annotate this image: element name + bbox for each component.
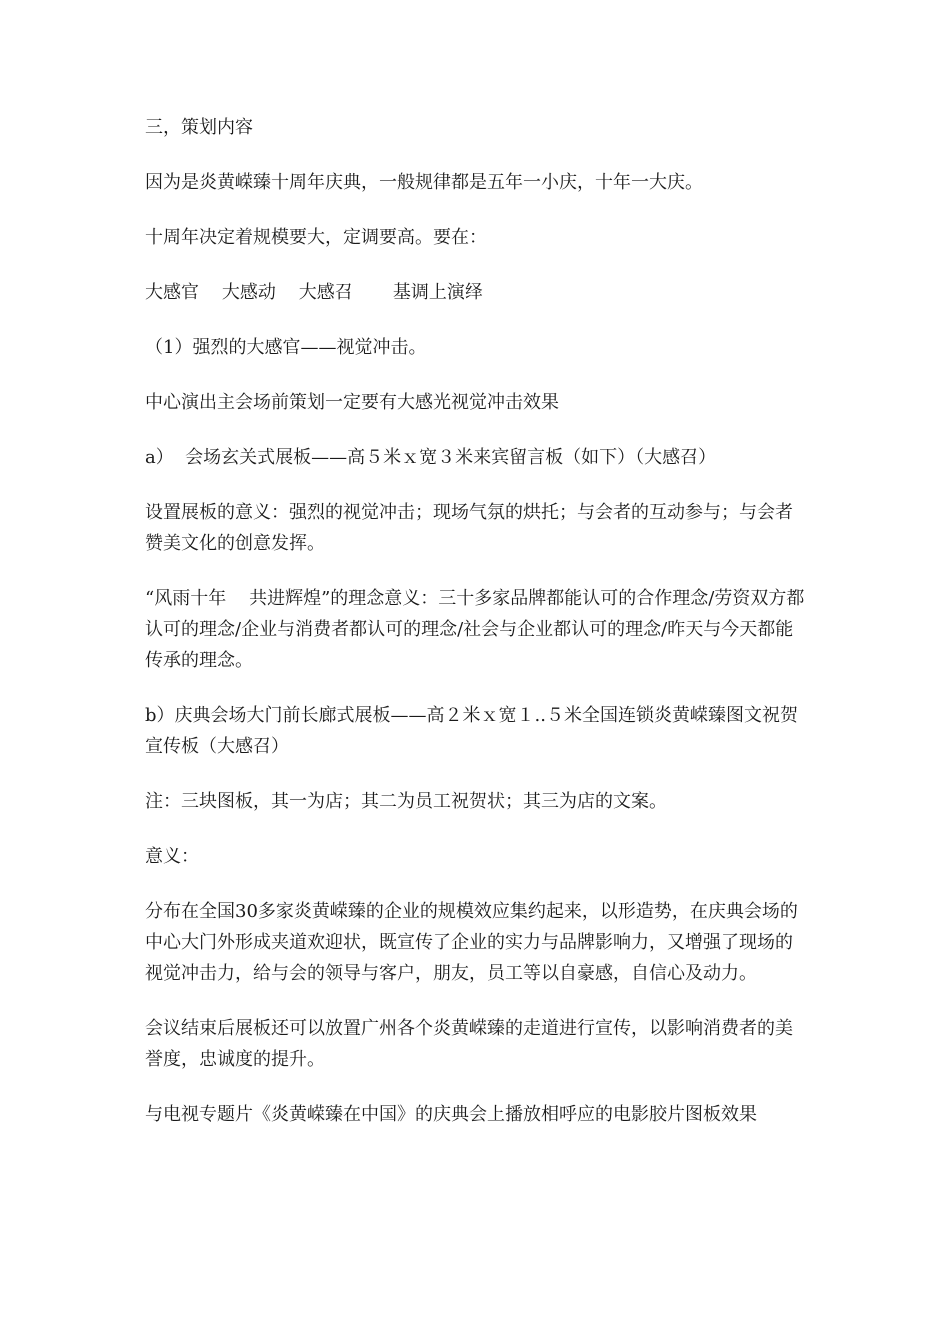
paragraph-keynotes: 大感官 大感动 大感召 基调上演绎 <box>145 282 483 303</box>
paragraph-visual-impact: （1）强烈的大感官——视觉冲击。 <box>145 337 427 358</box>
document-body <box>145 112 810 1154</box>
paragraph-item-b: b）庆典会场大门前长廊式展板——高２米ｘ宽１..５米全国连锁炎黄嵘臻图文祝贺宣传板（大感召） <box>145 705 798 757</box>
paragraph-after-meeting: 会议结束后展板还可以放置广州各个炎黄嵘臻的走道进行宣传，以影响消费者的美誉度，忠诚度的提升。 <box>145 1018 793 1070</box>
paragraph-anniversary: 因为是炎黄嵘臻十周年庆典，一般规律都是五年一小庆，十年一大庆。 <box>145 172 703 193</box>
paragraph-distribution: 分布在全国30多家炎黄嵘臻的企业的规模效应集约起来，以形造势，在庆典会场的中心大门外形成夹道欢迎状，既宣传了企业的实力与品牌影响力，又增强了现场的视觉冲击力，给与会的领导与客户，朋友，员工等以自豪感，自信心及动力。 <box>145 901 798 984</box>
paragraph-item-a: a） 会场玄关式展板——高５米ｘ宽３米来宾留言板（如下）（大感召） <box>145 447 717 468</box>
paragraph-main-venue: 中心演出主会场前策划一定要有大感光视觉冲击效果 <box>145 392 559 413</box>
paragraph-scale: 十周年决定着规模要大，定调要高。要在： <box>145 227 487 248</box>
paragraph-note: 注：三块图板，其一为店；其二为员工祝贺状；其三为店的文案。 <box>145 791 667 812</box>
paragraph-board-meaning: 设置展板的意义：强烈的视觉冲击；现场气氛的烘托；与会者的互动参与；与会者赞美文化的创意发挥。 <box>145 502 793 554</box>
paragraph-meaning-label: 意义： <box>145 846 199 867</box>
section-heading: 三，策划内容 <box>145 117 253 138</box>
paragraph-concept-meaning: “风雨十年 共进辉煌”的理念意义：三十多家品牌都能认可的合作理念/劳资双方都认可的理念/企业与消费者都认可的理念/社会与企业都认可的理念/昨天与今天都能传承的理念。 <box>145 588 805 671</box>
paragraph-tv-feature: 与电视专题片《炎黄嵘臻在中国》的庆典会上播放相呼应的电影胶片图板效果 <box>145 1104 757 1125</box>
